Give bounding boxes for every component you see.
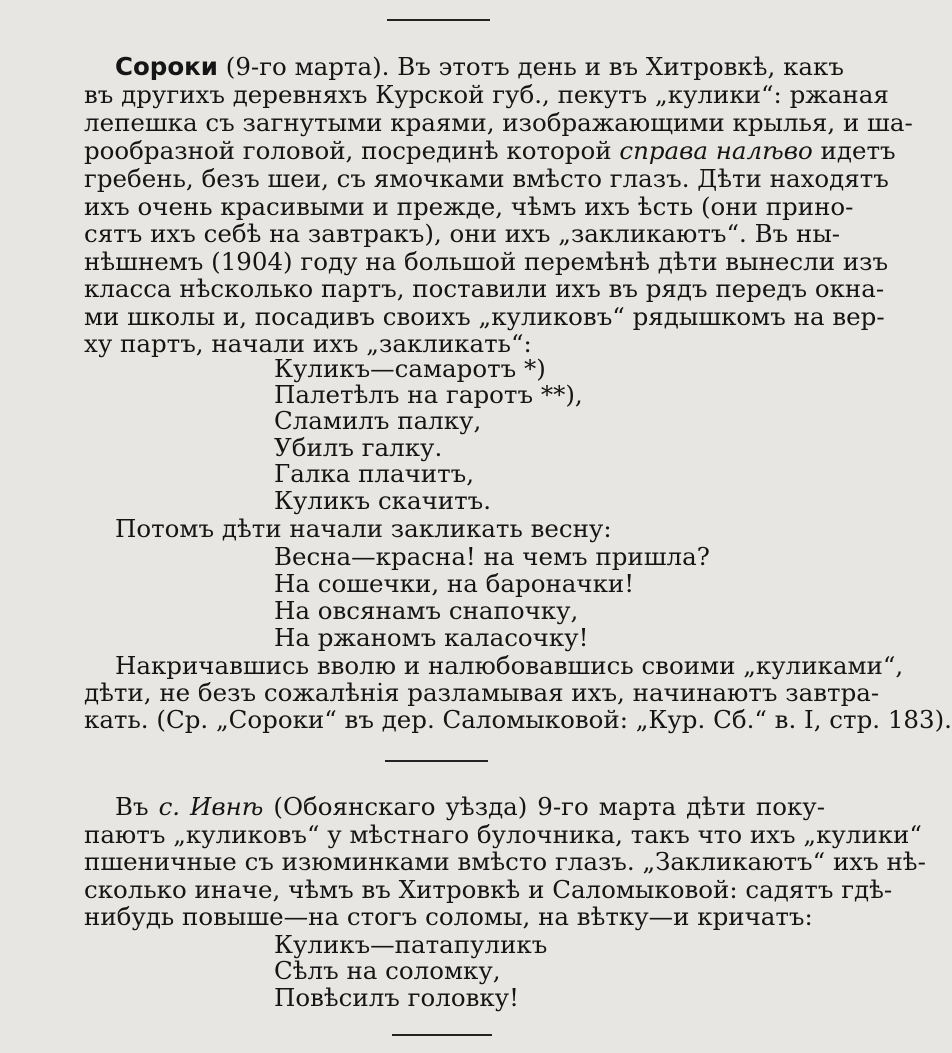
verse-line: На ржаномъ каласочку! [274, 623, 589, 652]
paragraph-line: гребень, безъ шеи, съ ямочками вмѣсто глазъ. Дѣти находятъ [84, 164, 889, 193]
paragraph-line: Сороки (9-го марта). Въ этотъ день и въ Хитровкѣ, какъ [115, 52, 844, 81]
paragraph-line: лепешка съ загнутыми краями, изображающими крылья, и ша- [84, 108, 913, 137]
section-heading-soroki: Сороки [115, 52, 218, 81]
emphasis-text: справа налѣво [619, 136, 813, 165]
section-divider-middle [385, 760, 488, 762]
paragraph-line: дѣти, не безъ сожалѣнія разламывая ихъ, начинаютъ завтра- [84, 678, 880, 707]
verse-line: Куликъ—самаротъ *) [274, 354, 546, 383]
place-name: с. Ивнѣ [158, 792, 264, 821]
paragraph-line: ху партъ, начали ихъ „закликать“: [84, 329, 532, 358]
section-divider-top [387, 19, 490, 21]
verse-line: Повѣсилъ головку! [274, 983, 519, 1012]
paragraph-line: кать. (Ср. „Сороки“ въ дер. Саломыковой: „Кур. Сб.“ в. I, стр. 183). [84, 705, 952, 734]
paragraph-line: сятъ ихъ себѣ на завтракъ), они ихъ „закликаютъ“. Въ ны- [84, 219, 841, 248]
paragraph-line: нибудь повыше—на стогъ соломы, на вѣтку—и кричатъ: [84, 902, 813, 931]
paragraph-line: въ другихъ деревняхъ Курской губ., пекутъ „кулики“: ржаная [84, 80, 889, 109]
paragraph-line: класса нѣсколько партъ, поставили ихъ въ рядъ передъ окна- [84, 274, 885, 303]
verse-line: Сѣлъ на соломку, [274, 956, 501, 985]
verse-line: На сошечки, на бароначки! [274, 569, 635, 598]
verse-line: Убилъ галку. [274, 433, 443, 462]
paragraph-line: Въ с. Ивнѣ (Обоянскаго уѣзда) 9-го марта дѣти поку- [115, 792, 825, 821]
verse-line: Весна—красна! на чемъ пришла? [274, 542, 710, 571]
verse-line: Куликъ скачитъ. [274, 486, 492, 515]
verse-line: Куликъ—патапуликъ [274, 930, 548, 959]
paragraph-line: ми школы и, посадивъ своихъ „куликовъ“ рядышкомъ на вер- [84, 302, 885, 331]
verse-line: Палетѣлъ на гаротъ **), [274, 380, 583, 409]
paragraph-line: Накричавшись вволю и налюбовавшись своими „куликами“, [115, 651, 904, 680]
verse-line: Сламилъ палку, [274, 406, 482, 435]
paragraph-line: ихъ очень красивыми и прежде, чѣмъ ихъ ѣсть (они прино- [84, 192, 854, 221]
paragraph-line: сколько иначе, чѣмъ въ Хитровкѣ и Саломыковой: садятъ гдѣ- [84, 875, 893, 904]
paragraph-line: пшеничные съ изюминками вмѣсто глазъ. „Закликаютъ“ ихъ нѣ- [84, 847, 926, 876]
verse-line: На овсянамъ снапочку, [274, 596, 579, 625]
paragraph-line: Потомъ дѣти начали закликать весну: [115, 514, 612, 543]
verse-line: Галка плачитъ, [274, 459, 475, 488]
paragraph-line: нѣшнемъ (1904) году на большой перемѣнѣ дѣти вынесли изъ [84, 247, 889, 276]
paragraph-line: паютъ „куликовъ“ у мѣстнаго булочника, такъ что ихъ „кулики“ [84, 820, 922, 849]
section-divider-bottom [392, 1034, 492, 1036]
paragraph-line: рообразной головой, посрединѣ которой справа налѣво идетъ [84, 136, 896, 165]
